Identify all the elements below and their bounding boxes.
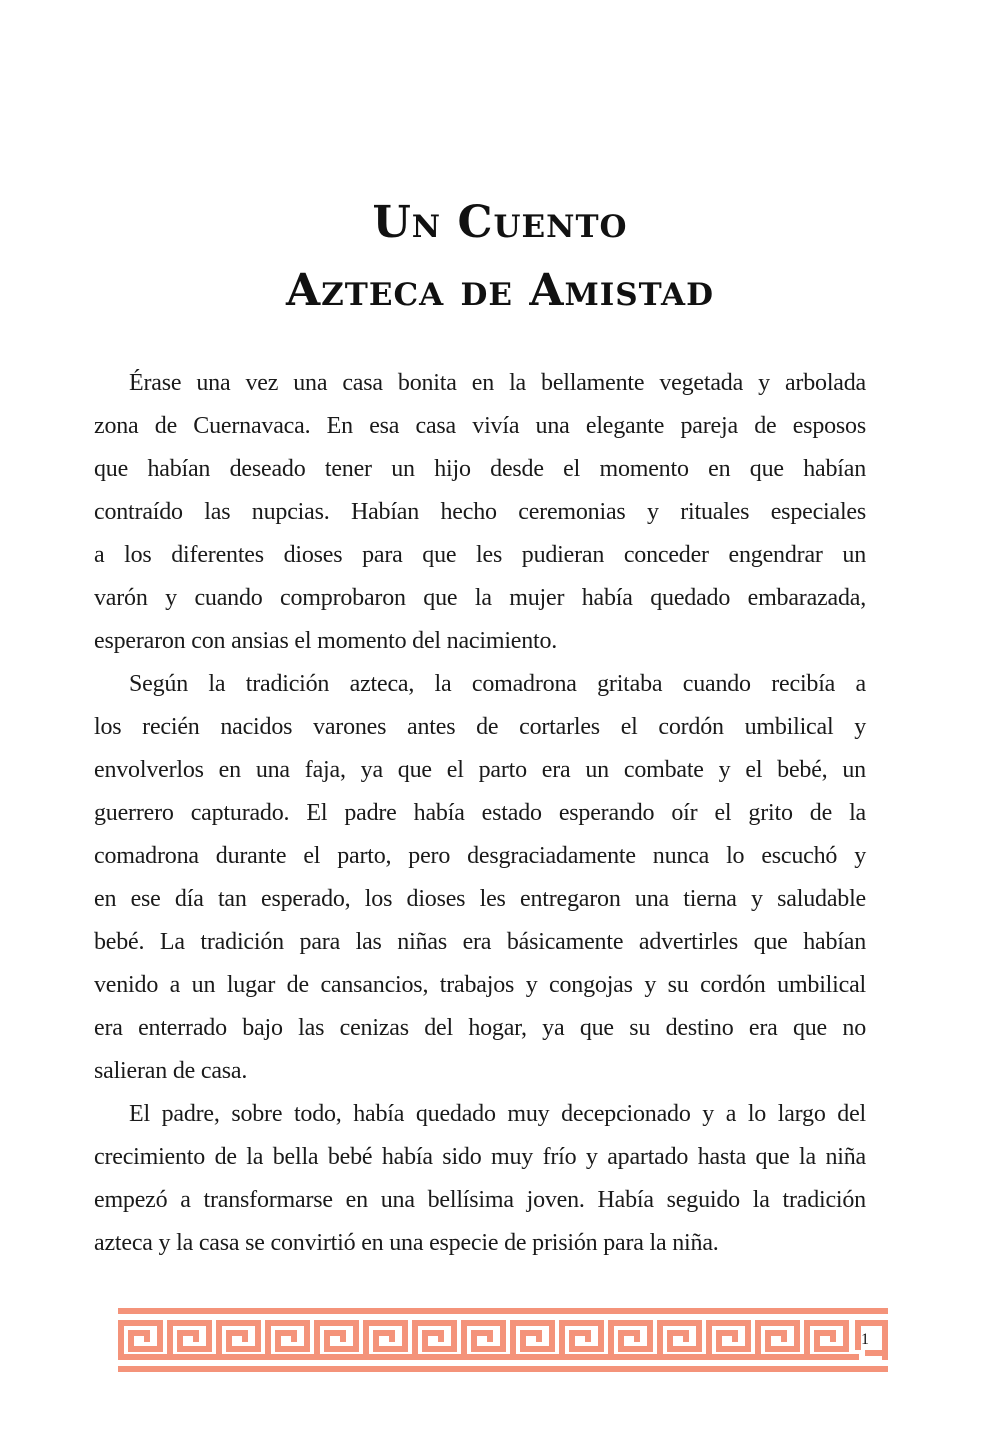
meander-unit <box>216 1320 271 1360</box>
border-top-rule <box>118 1308 888 1314</box>
chapter-title-line-2: Azteca de Amistad <box>286 265 714 317</box>
paragraph <box>94 663 866 1093</box>
meander-unit <box>559 1320 614 1360</box>
text-line: El padre, sobre todo, había quedado muy decepcionado y a lo largo del <box>129 1101 866 1127</box>
greek-key-border <box>118 1306 890 1374</box>
meander-unit <box>363 1320 418 1360</box>
text-line: esperaron con ansias el momento del nacimiento. <box>94 628 558 654</box>
paragraph <box>94 362 866 663</box>
border-bottom-rule <box>118 1366 888 1372</box>
paragraph <box>94 1093 866 1265</box>
text-line: bebé. La tradición para las niñas era básicamente advertirles que habían <box>94 929 866 955</box>
chapter-title-line-1: Un Cuento <box>372 197 628 249</box>
meander-unit <box>608 1320 663 1360</box>
meander-unit <box>461 1320 516 1360</box>
text-line: varón y cuando comprobaron que la mujer había quedado embarazada, <box>94 585 866 611</box>
text-line: crecimiento de la bella bebé había sido muy frío y apartado hasta que la niña <box>94 1144 866 1170</box>
meander-unit <box>755 1320 810 1360</box>
chapter-title <box>0 189 1000 325</box>
text-line: salieran de casa. <box>94 1058 248 1084</box>
meander-unit <box>118 1320 173 1360</box>
meander-unit <box>510 1320 565 1360</box>
text-line: empezó a transformarse en una bellísima joven. Había seguido la tradición <box>94 1187 866 1213</box>
meander-unit <box>265 1320 320 1360</box>
body-text <box>94 362 866 1265</box>
text-line: en ese día tan esperado, los dioses les entregaron una tierna y saludable <box>94 886 866 912</box>
text-line: venido a un lugar de cansancios, trabajos y congojas y su cordón umbilical <box>94 972 866 998</box>
text-line: envolverlos en una faja, ya que el parto era un combate y el bebé, un <box>94 757 866 783</box>
text-line: azteca y la casa se convirtió en una especie de prisión para la niña. <box>94 1230 719 1256</box>
text-line: los recién nacidos varones antes de cortarles el cordón umbilical y <box>94 714 866 740</box>
meander-unit <box>412 1320 467 1360</box>
meander-unit <box>804 1320 859 1360</box>
text-line: era enterrado bajo las cenizas del hogar, ya que su destino era que no <box>94 1015 866 1041</box>
text-line: guerrero capturado. El padre había estado esperando oír el grito de la <box>94 800 866 826</box>
text-line: comadrona durante el parto, pero desgraciadamente nunca lo escuchó y <box>94 843 866 869</box>
text-line: Érase una vez una casa bonita en la bellamente vegetada y arbolada <box>129 370 866 396</box>
meander-unit <box>706 1320 761 1360</box>
text-line: Según la tradición azteca, la comadrona gritaba cuando recibía a <box>129 671 866 697</box>
meander-unit <box>657 1320 712 1360</box>
text-line: a los diferentes dioses para que les pudieran conceder engendrar un <box>94 542 866 568</box>
meander-unit <box>314 1320 369 1360</box>
text-line: contraído las nupcias. Habían hecho ceremonias y rituales especiales <box>94 499 866 525</box>
page-number: 1 <box>861 1331 869 1348</box>
text-line: que habían deseado tener un hijo desde el momento en que habían <box>94 456 866 482</box>
text-line: zona de Cuernavaca. En esa casa vivía una elegante pareja de esposos <box>94 413 866 439</box>
meander-unit <box>167 1320 222 1360</box>
